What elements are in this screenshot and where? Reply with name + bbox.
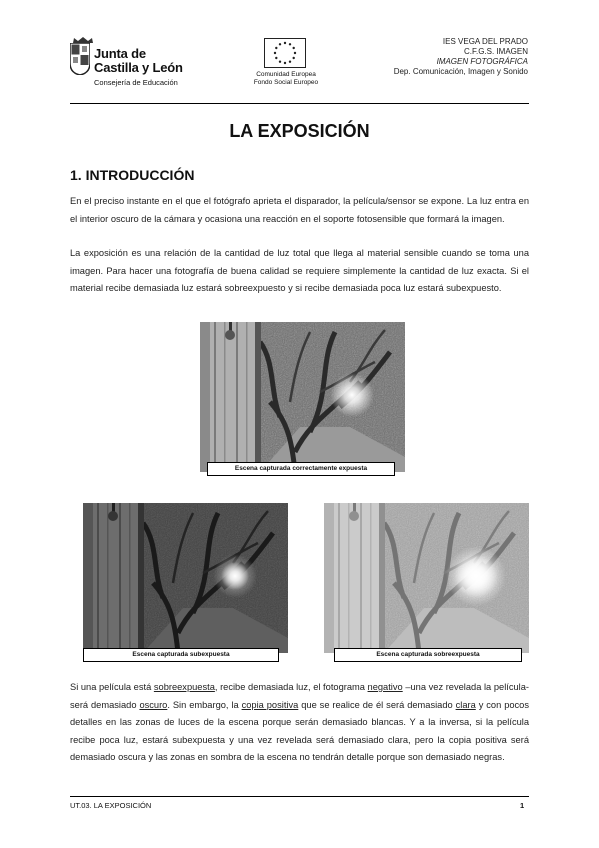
p3-text: –una vez revelada la película- será demasiado: [70, 682, 529, 710]
p3-text: . Sin embargo, la: [167, 699, 242, 710]
header-divider: [70, 103, 529, 104]
course-name: C.F.G.S. IMAGEN: [463, 47, 528, 56]
paragraph-1: En el preciso instante en el que el fotógrafo aprieta el disparador, la película/sensor se expone. La luz entra en el interior oscuro de la cámara y ocasiona una reacción en el soporte fotosensible que formará la imagen.: [70, 196, 529, 224]
coat-of-arms-icon: [70, 43, 90, 75]
eu-line2: Fondo Social Europeo: [253, 79, 319, 86]
header-school-info: [394, 37, 528, 77]
page-title: LA EXPOSICIÓN: [229, 121, 370, 141]
footer-divider: [70, 796, 529, 797]
module-name: IMAGEN FOTOGRÁFICA: [436, 57, 528, 66]
paragraph-2: La exposición es una relación de la cantidad de luz total que llega al material sensible cuando se toma una imagen. Para hacer una fotografía de buena calidad se requiere simplemente la cantidad de luz exacta. Si el material recibe demasiada luz estará sobreexpuesto y si recibe demasiada poca luz estará subexpuesto.: [70, 248, 529, 293]
p3-text: que se realice de él será demasiado: [298, 699, 456, 710]
caption-overexposed: Escena capturada sobreexpuesta: [334, 648, 522, 662]
paragraph-3: [70, 679, 529, 767]
school-name: IES VEGA DEL PRADO: [442, 37, 528, 46]
caption-correct: Escena capturada correctamente expuesta: [207, 462, 395, 476]
page-number: 1: [520, 801, 525, 810]
jcyl-department: Consejería de Educación: [94, 78, 178, 87]
p3-term-sobreexpuesta: sobreexpuesta: [153, 682, 215, 692]
p3-term-clara: clara: [455, 699, 476, 710]
photo-correct-exposure: [200, 322, 405, 472]
p3-text: y con pocos detalles en las zonas de luces de la escena porque serán demasiado blancas. Y a la inversa, si la película recibe poca luz, estará subexpuesta y una vez revelada será demasiado clara, pero la copia positiva será demasiado oscura y las zonas en sombra de la escena no tendrán detalle porque son demasiado negras.: [70, 699, 530, 762]
department-name: Dep. Comunicación, Imagen y Sonido: [393, 67, 528, 76]
photo-underexposed: [83, 503, 288, 653]
photo-overexposed: [324, 503, 529, 653]
jcyl-name-line1: Junta de: [94, 46, 146, 61]
p3-term-negativo: negativo: [367, 682, 403, 692]
jcyl-logo: [70, 37, 188, 93]
eu-line1: Comunidad Europea: [256, 71, 316, 78]
footer-unit: UT.03. LA EXPOSICIÓN: [70, 801, 152, 810]
p3-text: , recibe demasiada luz, el fotograma: [214, 682, 368, 692]
caption-underexposed: Escena capturada subexpuesta: [83, 648, 279, 662]
section-heading: 1. INTRODUCCIÓN: [70, 167, 195, 183]
eu-flag-icon: [264, 38, 306, 68]
jcyl-name-line2: Castilla y León: [94, 60, 183, 75]
p3-term-oscuro: oscuro: [139, 699, 168, 710]
p3-text: Si una película está: [70, 682, 154, 692]
p3-term-copia-positiva: copia positiva: [241, 699, 299, 710]
eu-logo: [250, 38, 322, 94]
